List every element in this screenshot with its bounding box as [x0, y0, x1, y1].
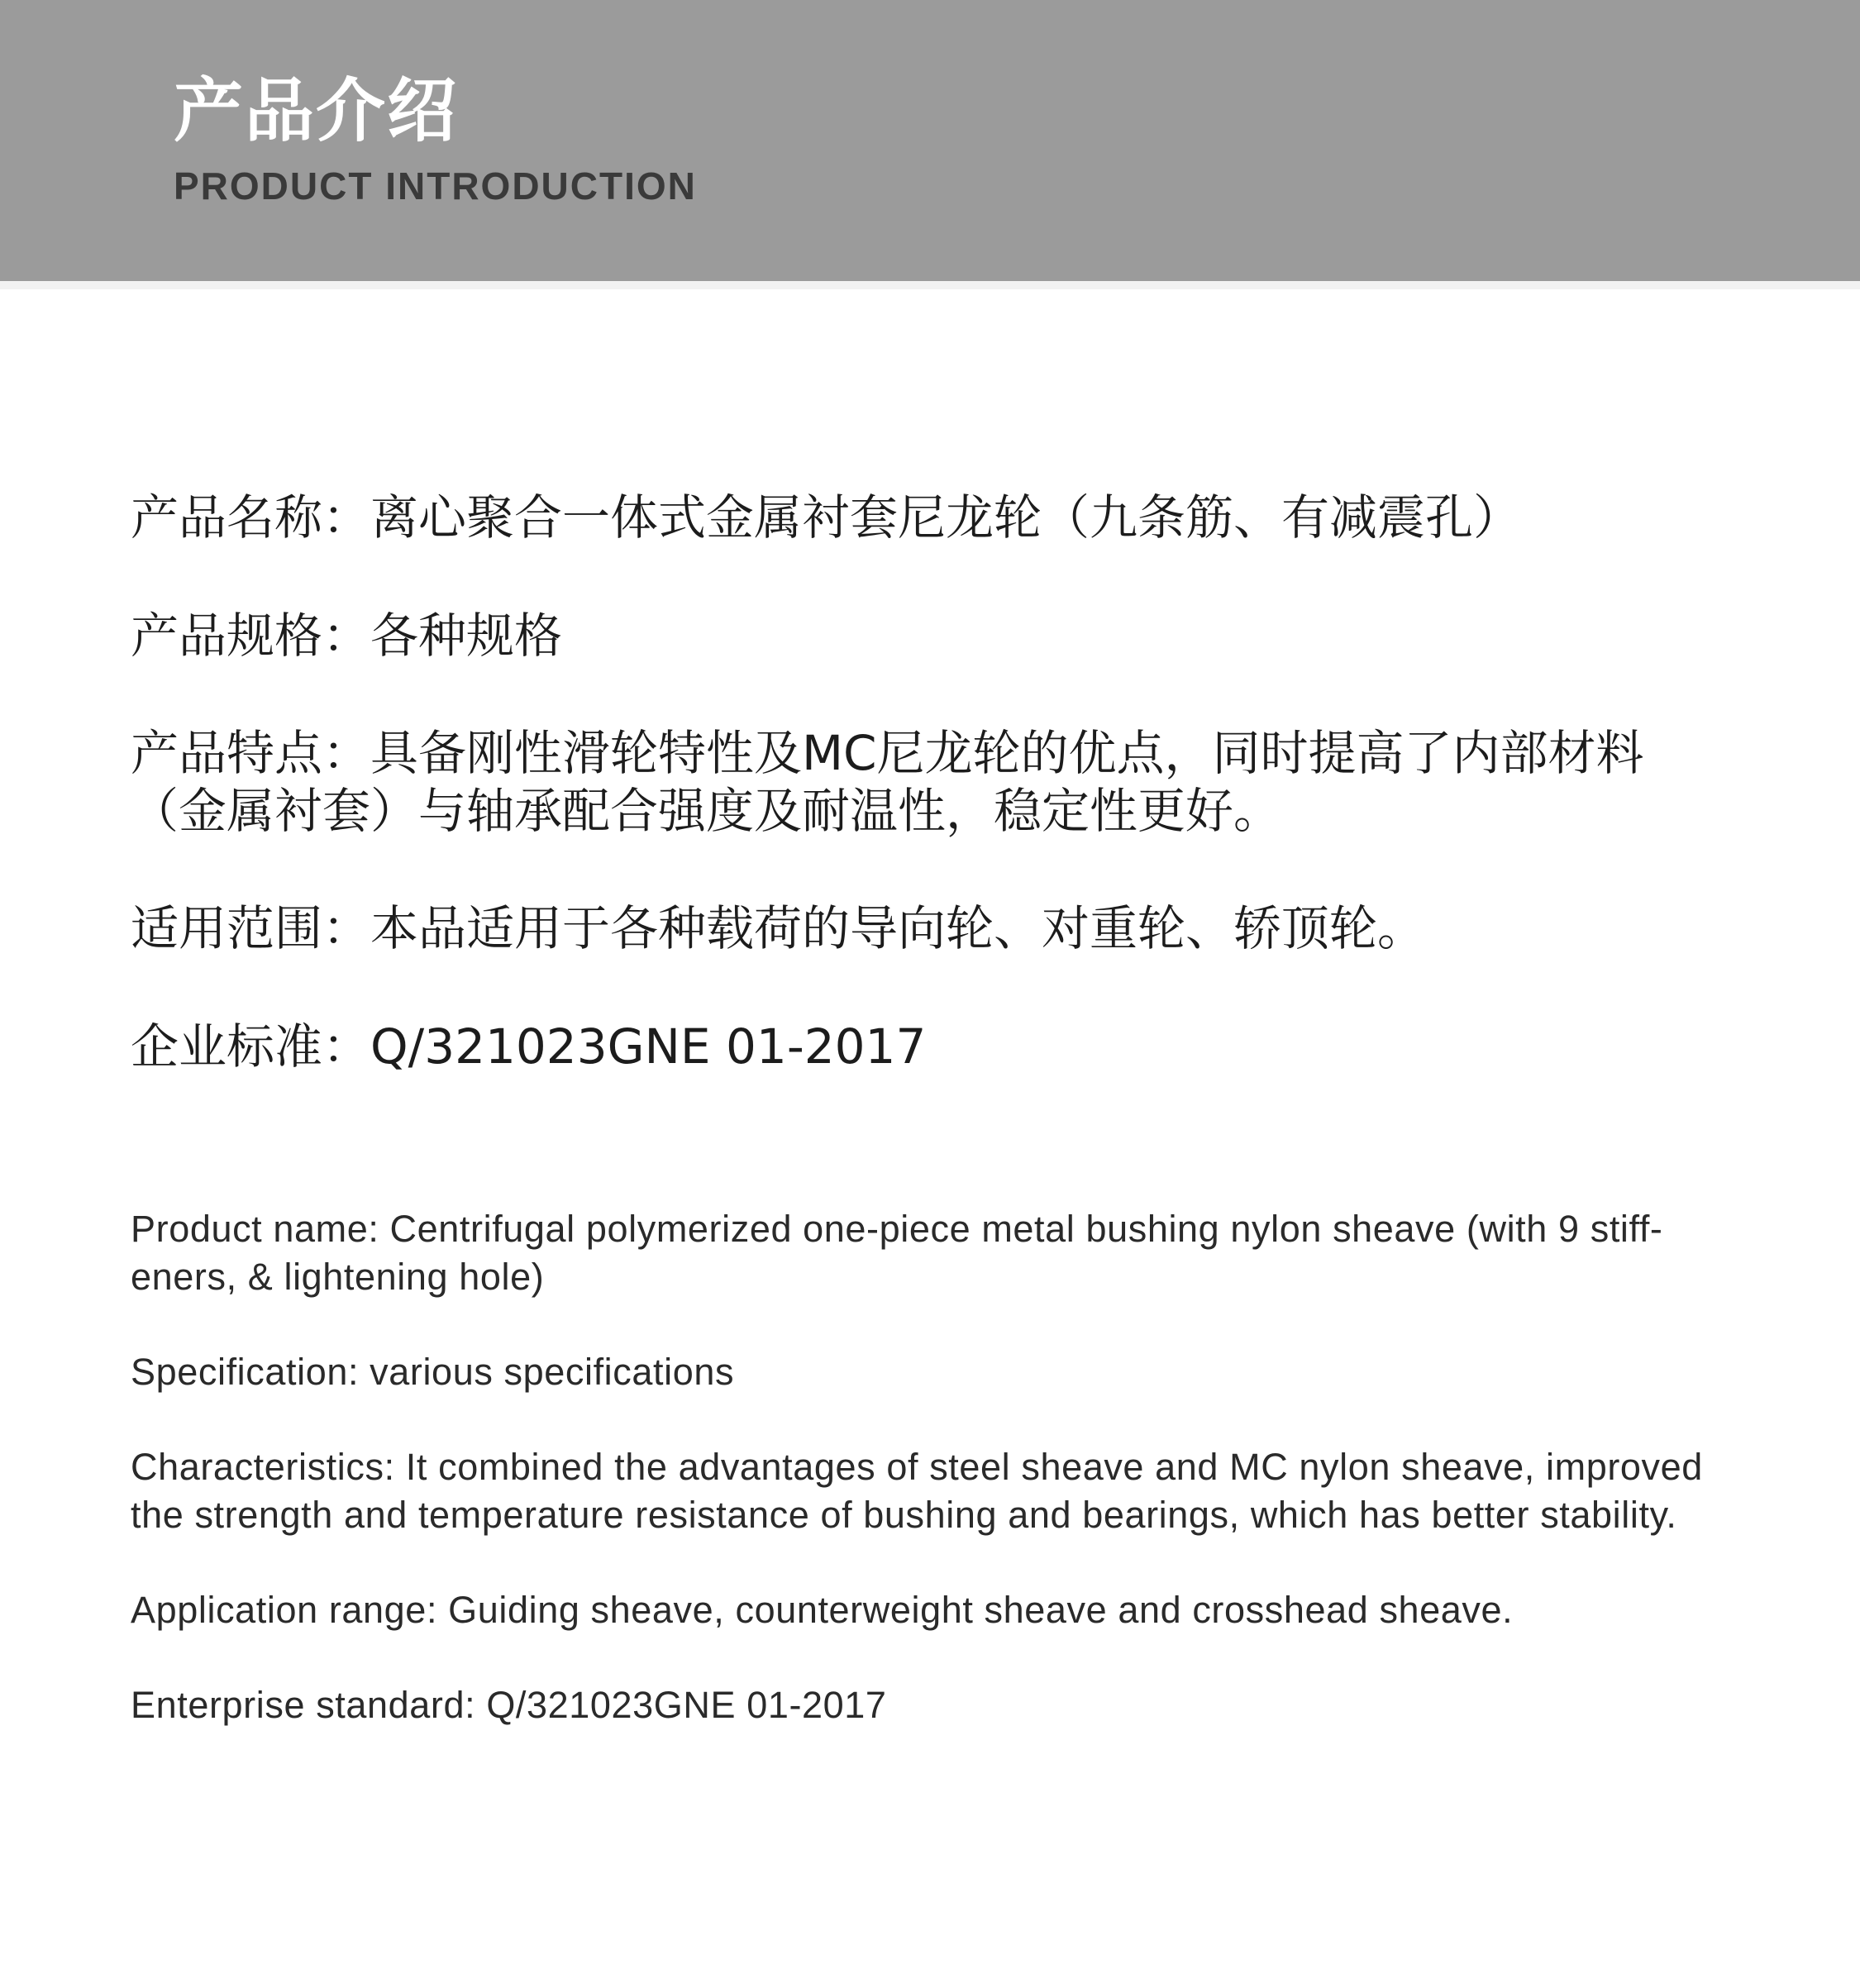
- en-product-name: Product name: Centrifugal polymerized one-piece metal bushing nylon sheave (with 9 stiff-eners, & lightening hole): [131, 1208, 1663, 1298]
- en-application-range: Application range: Guiding sheave, counterweight sheave and crosshead sheave.: [131, 1589, 1514, 1631]
- header-divider: [0, 281, 1860, 289]
- en-specification: Specification: various specifications: [131, 1351, 735, 1393]
- zh-specification: 产品规格：各种规格: [131, 608, 563, 664]
- zh-product-name: 产品名称：离心聚合一体式金属衬套尼龙轮（九条筋、有减震孔）: [131, 489, 1522, 546]
- zh-application-range: 适用范围：本品适用于各种载荷的导向轮、对重轮、轿顶轮。: [131, 900, 1426, 956]
- zh-enterprise-standard: 企业标准：Q/321023GNE 01-2017: [131, 1018, 927, 1075]
- header-band: [0, 0, 1860, 281]
- en-enterprise-standard: Enterprise standard: Q/321023GNE 01-2017: [131, 1684, 887, 1726]
- zh-characteristics: 产品特点：具备刚性滑轮特性及MC尼龙轮的优点，同时提高了内部材料（金属衬套）与轴承配合强度及耐温性，稳定性更好。: [131, 725, 1644, 839]
- header-subtitle: PRODUCT INTRODUCTION: [174, 164, 697, 207]
- en-characteristics: Characteristics: It combined the advantages of steel sheave and MC nylon sheave, improved the strength and temperature resistance of bushing and bearings, which has better stability.: [131, 1446, 1703, 1536]
- chinese-description: [131, 488, 1734, 1135]
- header-title: 产品介绍: [174, 70, 459, 151]
- english-description: [131, 1205, 1734, 1776]
